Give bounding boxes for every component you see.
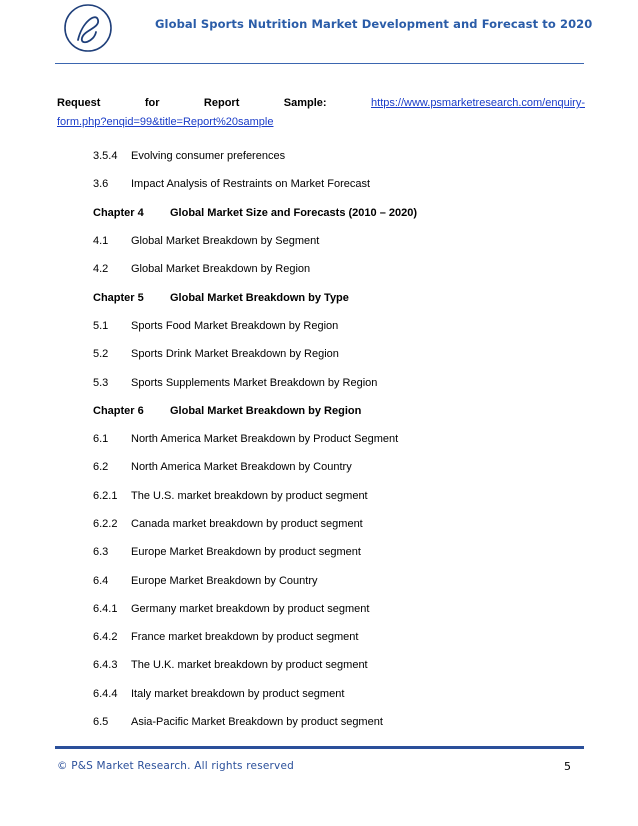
toc-title: Global Market Breakdown by Region [131,263,311,276]
toc-title: The U.K. market breakdown by product segment [131,659,368,672]
toc-number: Chapter 4 [93,206,144,219]
report-word: Report [203,97,240,109]
toc-title: France market breakdown by product segment [131,631,359,644]
toc-chapter-heading [93,397,417,425]
toc-title: North America Market Breakdown by Product Segment [131,433,399,446]
toc-number: 5.3 [93,376,109,389]
for-word: for [144,97,160,109]
page-header-title: Global Sports Nutrition Market Development and Forecast to 2020 [155,17,593,31]
toc-title: Europe Market Breakdown by product segment [131,546,361,559]
toc-entry [93,680,417,708]
toc-title: Italy market breakdown by product segment [131,687,345,700]
toc-entry [93,227,417,255]
toc-entry [93,368,417,396]
company-logo [62,2,114,54]
footer-copyright: © P&S Market Research. All rights reserved [57,760,294,772]
sample-link-part1[interactable]: https://www.psmarketresearch.com/enquiry- [371,97,585,109]
toc-title: Europe Market Breakdown by Country [131,574,318,587]
toc-number: 3.5.4 [93,150,118,163]
toc-entry [93,482,417,510]
toc-number: 6.3 [93,546,109,559]
toc-number: 6.2.1 [93,489,118,502]
toc-entry [93,453,417,481]
toc-title: Global Market Breakdown by Segment [131,235,320,248]
table-of-contents [93,142,417,736]
toc-title: Global Market Breakdown by Region [170,404,362,417]
toc-title: Sports Food Market Breakdown by Region [131,319,339,332]
toc-title: Sports Drink Market Breakdown by Region [131,348,339,361]
toc-number: 6.4.2 [93,631,118,644]
toc-number: 5.1 [93,319,109,332]
toc-entry [93,425,417,453]
footer-divider [55,746,584,749]
toc-title: North America Market Breakdown by Country [131,461,352,474]
toc-chapter-heading [93,283,417,311]
logo-icon [62,2,114,54]
toc-number: 6.5 [93,716,109,729]
toc-number: 4.2 [93,263,109,276]
toc-entry [93,538,417,566]
toc-title: Canada market breakdown by product segment [131,518,363,530]
toc-entry [93,340,417,368]
toc-number: Chapter 5 [93,291,144,304]
toc-title: Sports Supplements Market Breakdown by Region [131,376,378,389]
toc-title: Evolving consumer preferences [131,150,286,163]
toc-number: 6.4.1 [93,602,118,615]
header-divider [55,63,584,64]
toc-number: 6.2.2 [93,518,118,530]
toc-number: 3.6 [93,178,109,191]
toc-title: Impact Analysis of Restraints on Market Forecast [131,178,371,191]
toc-entry [93,566,417,594]
toc-entry [93,651,417,679]
toc-entry [93,170,417,198]
sample-link-part2[interactable]: form.php?enqid=99&title=Report%20sample [57,116,274,128]
toc-chapter-heading [93,199,417,227]
page-number: 5 [564,760,571,773]
toc-entry [93,595,417,623]
sample-word: Sample: [283,97,327,109]
toc-number: 4.1 [93,235,109,248]
toc-title: Global Market Size and Forecasts (2010 – 2020) [170,206,418,219]
toc-entry [93,623,417,651]
toc-entry [93,255,417,283]
toc-number: Chapter 6 [93,404,144,417]
toc-title: The U.S. market breakdown by product segment [131,489,368,502]
toc-entry [93,312,417,340]
toc-title: Asia-Pacific Market Breakdown by product segment [131,716,383,729]
toc-number: 6.4.3 [93,659,118,672]
request-sample-line [57,97,585,109]
toc-number: 5.2 [93,348,109,361]
toc-title: Germany market breakdown by product segment [131,602,370,615]
toc-number: 6.2 [93,461,109,474]
toc-entry [93,142,417,170]
request-word: Request [57,97,101,109]
toc-number: 6.1 [93,433,109,446]
toc-number: 6.4 [93,574,109,587]
toc-number: 6.4.4 [93,687,118,700]
toc-entry [93,708,417,736]
toc-entry [93,510,417,538]
toc-title: Global Market Breakdown by Type [170,291,349,304]
